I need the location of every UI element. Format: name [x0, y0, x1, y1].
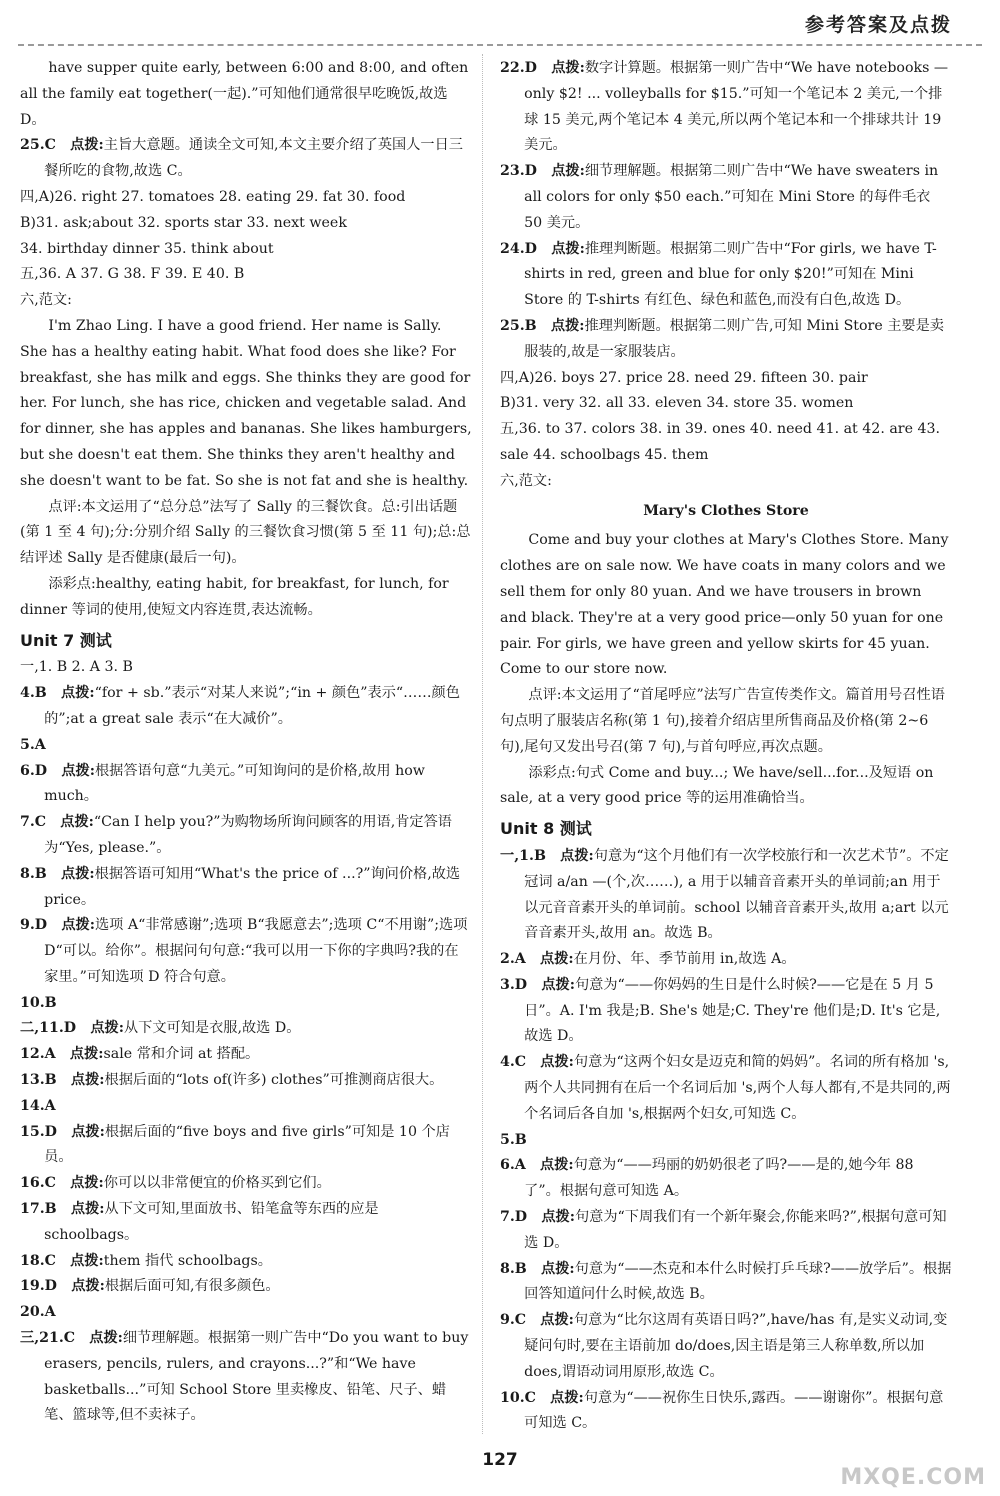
answer-explanation: 根据后面可知,有很多颜色。 [104, 1278, 280, 1295]
tip-label: 点拨: [61, 917, 95, 934]
answer-item [500, 1050, 952, 1127]
left-column [20, 56, 472, 1429]
answer-explanation: 推理判断题。根据第二则广告中“For girls, we have T-shirts in red, green and blue for only $20!”可知在 Mini Store 的 T-shirts 有红色、绿色和蓝色,而没有白色,故选 D。 [524, 240, 937, 309]
answer-number: 25.B [500, 317, 537, 334]
tip-label: 点拨: [540, 1054, 574, 1071]
answer-item [20, 810, 472, 862]
answer-number: 16.C [20, 1175, 56, 1192]
answer-item [20, 1300, 472, 1326]
text-line: 点评:本文运用了“总分总”法写了 Sally 的三餐饮食。总:引出话题(第 1 至 4 句);分:分别介绍 Sally 的三餐饮食习惯(第 5 至 11 句);总:总结评述 Sally 是否健康(最后一句)。 [20, 498, 471, 567]
answer-number: 9.D [20, 917, 48, 934]
tip-label: 点拨: [69, 1046, 104, 1063]
answer-explanation: 句意为“——你妈妈的生日是什么时候?——它是在 5 月 5 日”。A. I'm 我是;B. She's 她是;C. They're 他们是;D. It's 它是,故选 D。 [524, 976, 941, 1045]
tip-label: 点拨: [90, 1020, 124, 1037]
answer-number: 19.D [20, 1278, 57, 1295]
answer-number: 4.C [500, 1054, 527, 1071]
answer-number: 22.D [500, 60, 537, 76]
answer-explanation: 主旨大意题。通读全文可知,本文主要介绍了英国人一日三餐所吃的食物,故选 C。 [44, 137, 463, 180]
text-line: 34. birthday dinner 35. think about [20, 240, 274, 257]
answer-number: 14.A [20, 1097, 56, 1114]
answer-item [500, 1257, 952, 1309]
tip-label: 点拨: [70, 1175, 104, 1192]
tip-label: 点拨: [70, 137, 104, 154]
answer-explanation: “Can I help you?”为购物场所询问顾客的用语,肯定答语为“Yes, please.”。 [44, 814, 452, 856]
right-column [500, 56, 952, 1437]
answer-explanation: 从下文可知,里面放书、铅笔盒等东西的应是 schoolbags。 [44, 1201, 379, 1243]
unit-heading: Unit 7 测试 [20, 630, 112, 650]
answer-item [20, 133, 472, 185]
answer-explanation: 句意为“这两个妇女是迈克和简的妈妈”。名词的所有格加 's,两个人共同拥有在后一个名词后加 's,两个人每人都有,不是共同的,两个名词后各自加 's,根据两个妇女,可知选 C。 [524, 1054, 951, 1122]
answer-number: 三,21.C [20, 1330, 76, 1347]
tip-label: 点拨: [551, 240, 585, 257]
answer-explanation: 根据后面的“five boys and five girls”可知是 10 个店员。 [44, 1123, 450, 1166]
answer-item [20, 1171, 472, 1197]
answer-number: 20.A [20, 1304, 56, 1321]
tip-label: 点拨: [541, 976, 575, 993]
answer-number: 二,11.D [20, 1020, 77, 1037]
tip-label: 点拨: [540, 1312, 574, 1329]
answer-item [20, 733, 472, 759]
answer-number: 4.B [20, 685, 47, 702]
answer-number: 7.C [20, 814, 47, 831]
tip-label: 点拨: [71, 1123, 105, 1140]
tip-label: 点拨: [60, 814, 94, 831]
answer-explanation: 细节理解题。根据第一则广告中“Do you want to buy erasers, pencils, rulers, and crayons...?”和“We have basketballs...”可知 School Store 里卖橡皮、铅笔、尺子、蜡笔、篮球等,但不卖袜子。 [44, 1330, 469, 1424]
text-line: B)31. very 32. all 33. eleven 34. store 35. women [500, 395, 854, 412]
text-line: Come and buy your clothes at Mary's Clothes Store. Many clothes are on sale now. We have coats in many colors and we sell them for only 80 yuan. And we have trousers in brown and black. They're at a very good price—only 50 yuan for one pair. For girls, we have green and yellow skirts for 45 yuan. Come to our store now. [500, 532, 949, 678]
answer-number: 3.D [500, 976, 528, 993]
tip-label: 点拨: [541, 1209, 575, 1226]
text-line: 添彩点:句式 Come and buy...; We have/sell...for...及短语 on sale, at a very good price 等的运用准确恰当。 [500, 764, 934, 807]
answer-number: 12.A [20, 1046, 56, 1063]
tip-label: 点拨: [540, 1157, 574, 1174]
answer-item [500, 237, 952, 314]
page-number: 127 [482, 1450, 518, 1470]
tip-label: 点拨: [541, 1260, 575, 1277]
answer-explanation: 句意为“——祝你生日快乐,露西。——谢谢你”。根据句意可知选 C。 [524, 1389, 944, 1432]
tip-label: 点拨: [550, 1389, 584, 1406]
header-title: 参考答案及点拨 [804, 14, 952, 36]
answer-number: 8.B [500, 1260, 527, 1277]
answer-item [500, 973, 952, 1050]
answer-number: 6.A [500, 1157, 526, 1174]
answer-item [500, 314, 952, 366]
answer-explanation: 句意为“下周我们有一个新年聚会,你能来吗?”,根据句意可知选 D。 [524, 1209, 947, 1251]
answer-number: 13.B [20, 1072, 57, 1089]
tip-label: 点拨: [551, 163, 585, 180]
essay-title: Mary's Clothes Store [643, 502, 809, 519]
answer-item [20, 862, 472, 914]
tip-label: 点拨: [61, 685, 95, 702]
answer-item [20, 913, 472, 990]
answer-item [20, 1120, 472, 1172]
tip-label: 点拨: [550, 317, 585, 334]
tip-label: 点拨: [70, 1252, 104, 1269]
answer-explanation: 根据答语可知用“What's the price of ...?”询问价格,故选 price。 [44, 865, 461, 908]
answer-item [20, 681, 472, 733]
answer-explanation: 数字计算题。根据第一则广告中“We have notebooks — only $2! ... volleyballs for $15.”可知一个笔记本 2 美元,一个排球 15 美元,两个笔记本 4 美元,所以两个笔记本和一个排球共计 19 美元。 [524, 60, 949, 154]
text-line: 点评:本文运用了“首尾呼应”法写广告宣传类作文。篇首用号召性语句点明了服装店名称(第 1 句),接着介绍店里所售商品及价格(第 2~6 句),尾句又发出号召(第 7 句),与首句呼应,再次点题。 [500, 687, 945, 755]
answer-item [500, 844, 952, 947]
watermark: MXQE.COM [840, 1465, 986, 1490]
tip-label: 点拨: [540, 951, 574, 968]
answer-item [20, 1016, 472, 1042]
answer-item [500, 1386, 952, 1438]
answer-number: 7.D [500, 1209, 528, 1226]
answer-number: 18.C [20, 1252, 56, 1269]
answer-explanation: 句意为“——玛丽的奶奶很老了吗?——是的,她今年 88 了”。根据句意可知选 A。 [524, 1157, 914, 1200]
tip-label: 点拨: [61, 762, 95, 779]
answer-explanation: 在月份、年、季节前用 in,故选 A。 [573, 951, 796, 968]
text-line: 五,36. A 37. G 38. F 39. E 40. B [20, 266, 245, 283]
text-line: B)31. ask;about 32. sports star 33. next week [20, 214, 347, 231]
answer-item [500, 947, 952, 973]
answer-number: 24.D [500, 240, 537, 257]
text-line: I'm Zhao Ling. I have a good friend. Her name is Sally. She has a healthy eating habit. What food does she like? For breakfast, she has milk and eggs. She thinks they are good for her. For lunch, she has rice, chicken and vegetable salad. And for dinner, she has apples and bananas. She likes hamburgers, but she doesn't eat them. She thinks they aren't healthy and she doesn't want to be fat. So she is not fat and she is healthy. [20, 317, 472, 489]
answer-explanation: 从下文可知是衣服,故选 D。 [123, 1020, 301, 1037]
answer-explanation: 细节理解题。根据第二则广告中“We have sweaters in all colors for only $50 each.”可知在 Mini Store 的每件毛衣 50 美元。 [524, 163, 939, 231]
answer-number: 10.C [500, 1389, 536, 1406]
answer-explanation: 选项 A“非常感谢”;选项 B“我愿意去”;选项 C“不用谢”;选项 D“可以。给你”。根据问句句意:“我可以用一下你的字典吗?我的在家里。”可知选项 D 符合句意。 [44, 917, 468, 985]
tip-label: 点拨: [70, 1072, 105, 1089]
answer-explanation: 句意为“——杰克和本什么时候打乒乓球?——放学后”。根据回答知道问什么时候,故选 B。 [524, 1260, 952, 1303]
answer-item [20, 991, 472, 1017]
answer-item [20, 1249, 472, 1275]
tip-label: 点拨: [560, 847, 594, 864]
text-line: 六,范文: [20, 292, 72, 309]
answer-number: 2.A [500, 951, 526, 968]
answer-number: 15.D [20, 1123, 57, 1140]
answer-item [500, 1128, 952, 1154]
answer-number: 一,1.B [500, 847, 546, 864]
column-divider [482, 54, 483, 1434]
answer-item [20, 1326, 472, 1429]
answer-number: 23.D [500, 163, 537, 180]
text-line: have supper quite early, between 6:00 and 8:00, and often all the family eat together(一起).”可知他们通常很早吃晚饭,故选 D。 [20, 60, 469, 128]
answer-item [500, 56, 952, 159]
text-line: 四,A)26. boys 27. price 28. need 29. fifteen 30. pair [500, 369, 868, 386]
tip-label: 点拨: [70, 1201, 105, 1218]
answer-number: 5.A [20, 736, 46, 753]
answer-item [500, 1308, 952, 1385]
answer-explanation: sale 常和介词 at 搭配。 [103, 1046, 260, 1063]
answer-item [20, 1042, 472, 1068]
answer-explanation: 句意为“比尔这周有英语日吗?”,have/has 有,是实义动词,变疑问句时,要在主语前加 do/does,因主语是第三人称单数,所以加 does,谓语动词用原形,故选 C。 [524, 1312, 948, 1380]
answer-number: 17.B [20, 1201, 57, 1218]
answer-item [500, 1153, 952, 1205]
tip-label: 点拨: [71, 1278, 105, 1295]
answer-number: 8.B [20, 865, 47, 882]
tip-label: 点拨: [551, 60, 585, 76]
text-line: 添彩点:healthy, eating habit, for breakfast, for lunch, for dinner 等词的使用,使短文内容连贯,表达流畅。 [20, 575, 449, 618]
answer-number: 6.D [20, 762, 48, 779]
answer-explanation: “for + sb.”表示“对某人来说”;“in + 颜色”表示“……颜色的”;at a great sale 表示“在大减价”。 [44, 685, 460, 727]
text-line: 四,A)26. right 27. tomatoes 28. eating 29. fat 30. food [20, 188, 406, 205]
answer-item [500, 159, 952, 236]
text-line: 五,36. to 37. colors 38. in 39. ones 40. need 41. at 42. are 43. sale 44. schoolbags 45. them [500, 421, 941, 463]
answer-number: 10.B [20, 994, 57, 1011]
answer-explanation: 根据后面的“lots of(许多) clothes”可推测商店很大。 [104, 1072, 444, 1089]
answer-number: 25.C [20, 137, 56, 154]
unit-heading: Unit 8 测试 [500, 819, 592, 839]
answer-item [20, 1068, 472, 1094]
page-header [18, 0, 982, 46]
tip-label: 点拨: [61, 865, 95, 882]
answer-item [20, 759, 472, 811]
answer-item [20, 1274, 472, 1300]
answer-item [500, 1205, 952, 1257]
answer-explanation: 推理判断题。根据第二则广告,可知 Mini Store 主要是卖服装的,故是一家服装店。 [524, 317, 944, 360]
answer-explanation: them 指代 schoolbags。 [103, 1252, 272, 1269]
answer-explanation: 你可以以非常便宜的价格买到它们。 [103, 1175, 331, 1192]
text-line: 六,范文: [500, 472, 552, 489]
answer-number: 5.B [500, 1131, 527, 1148]
answer-item [20, 1094, 472, 1120]
answer-explanation: 根据答语句意“九美元。”可知询问的是价格,故用 how much。 [44, 762, 425, 805]
answer-number: 9.C [500, 1312, 527, 1329]
answer-explanation: 句意为“这个月他们有一次学校旅行和一次艺术节”。不定冠词 a/an —(个,次……), a 用于以辅音音素开头的单词前;an 用于以元音音素开头的单词前。school 以辅音音素开头,故用 a;art 以元音音素开头,故用 an。故选 B。 [524, 847, 949, 942]
text-line: 一,1. B 2. A 3. B [20, 659, 133, 676]
answer-item [20, 1197, 472, 1249]
tip-label: 点拨: [89, 1330, 123, 1347]
